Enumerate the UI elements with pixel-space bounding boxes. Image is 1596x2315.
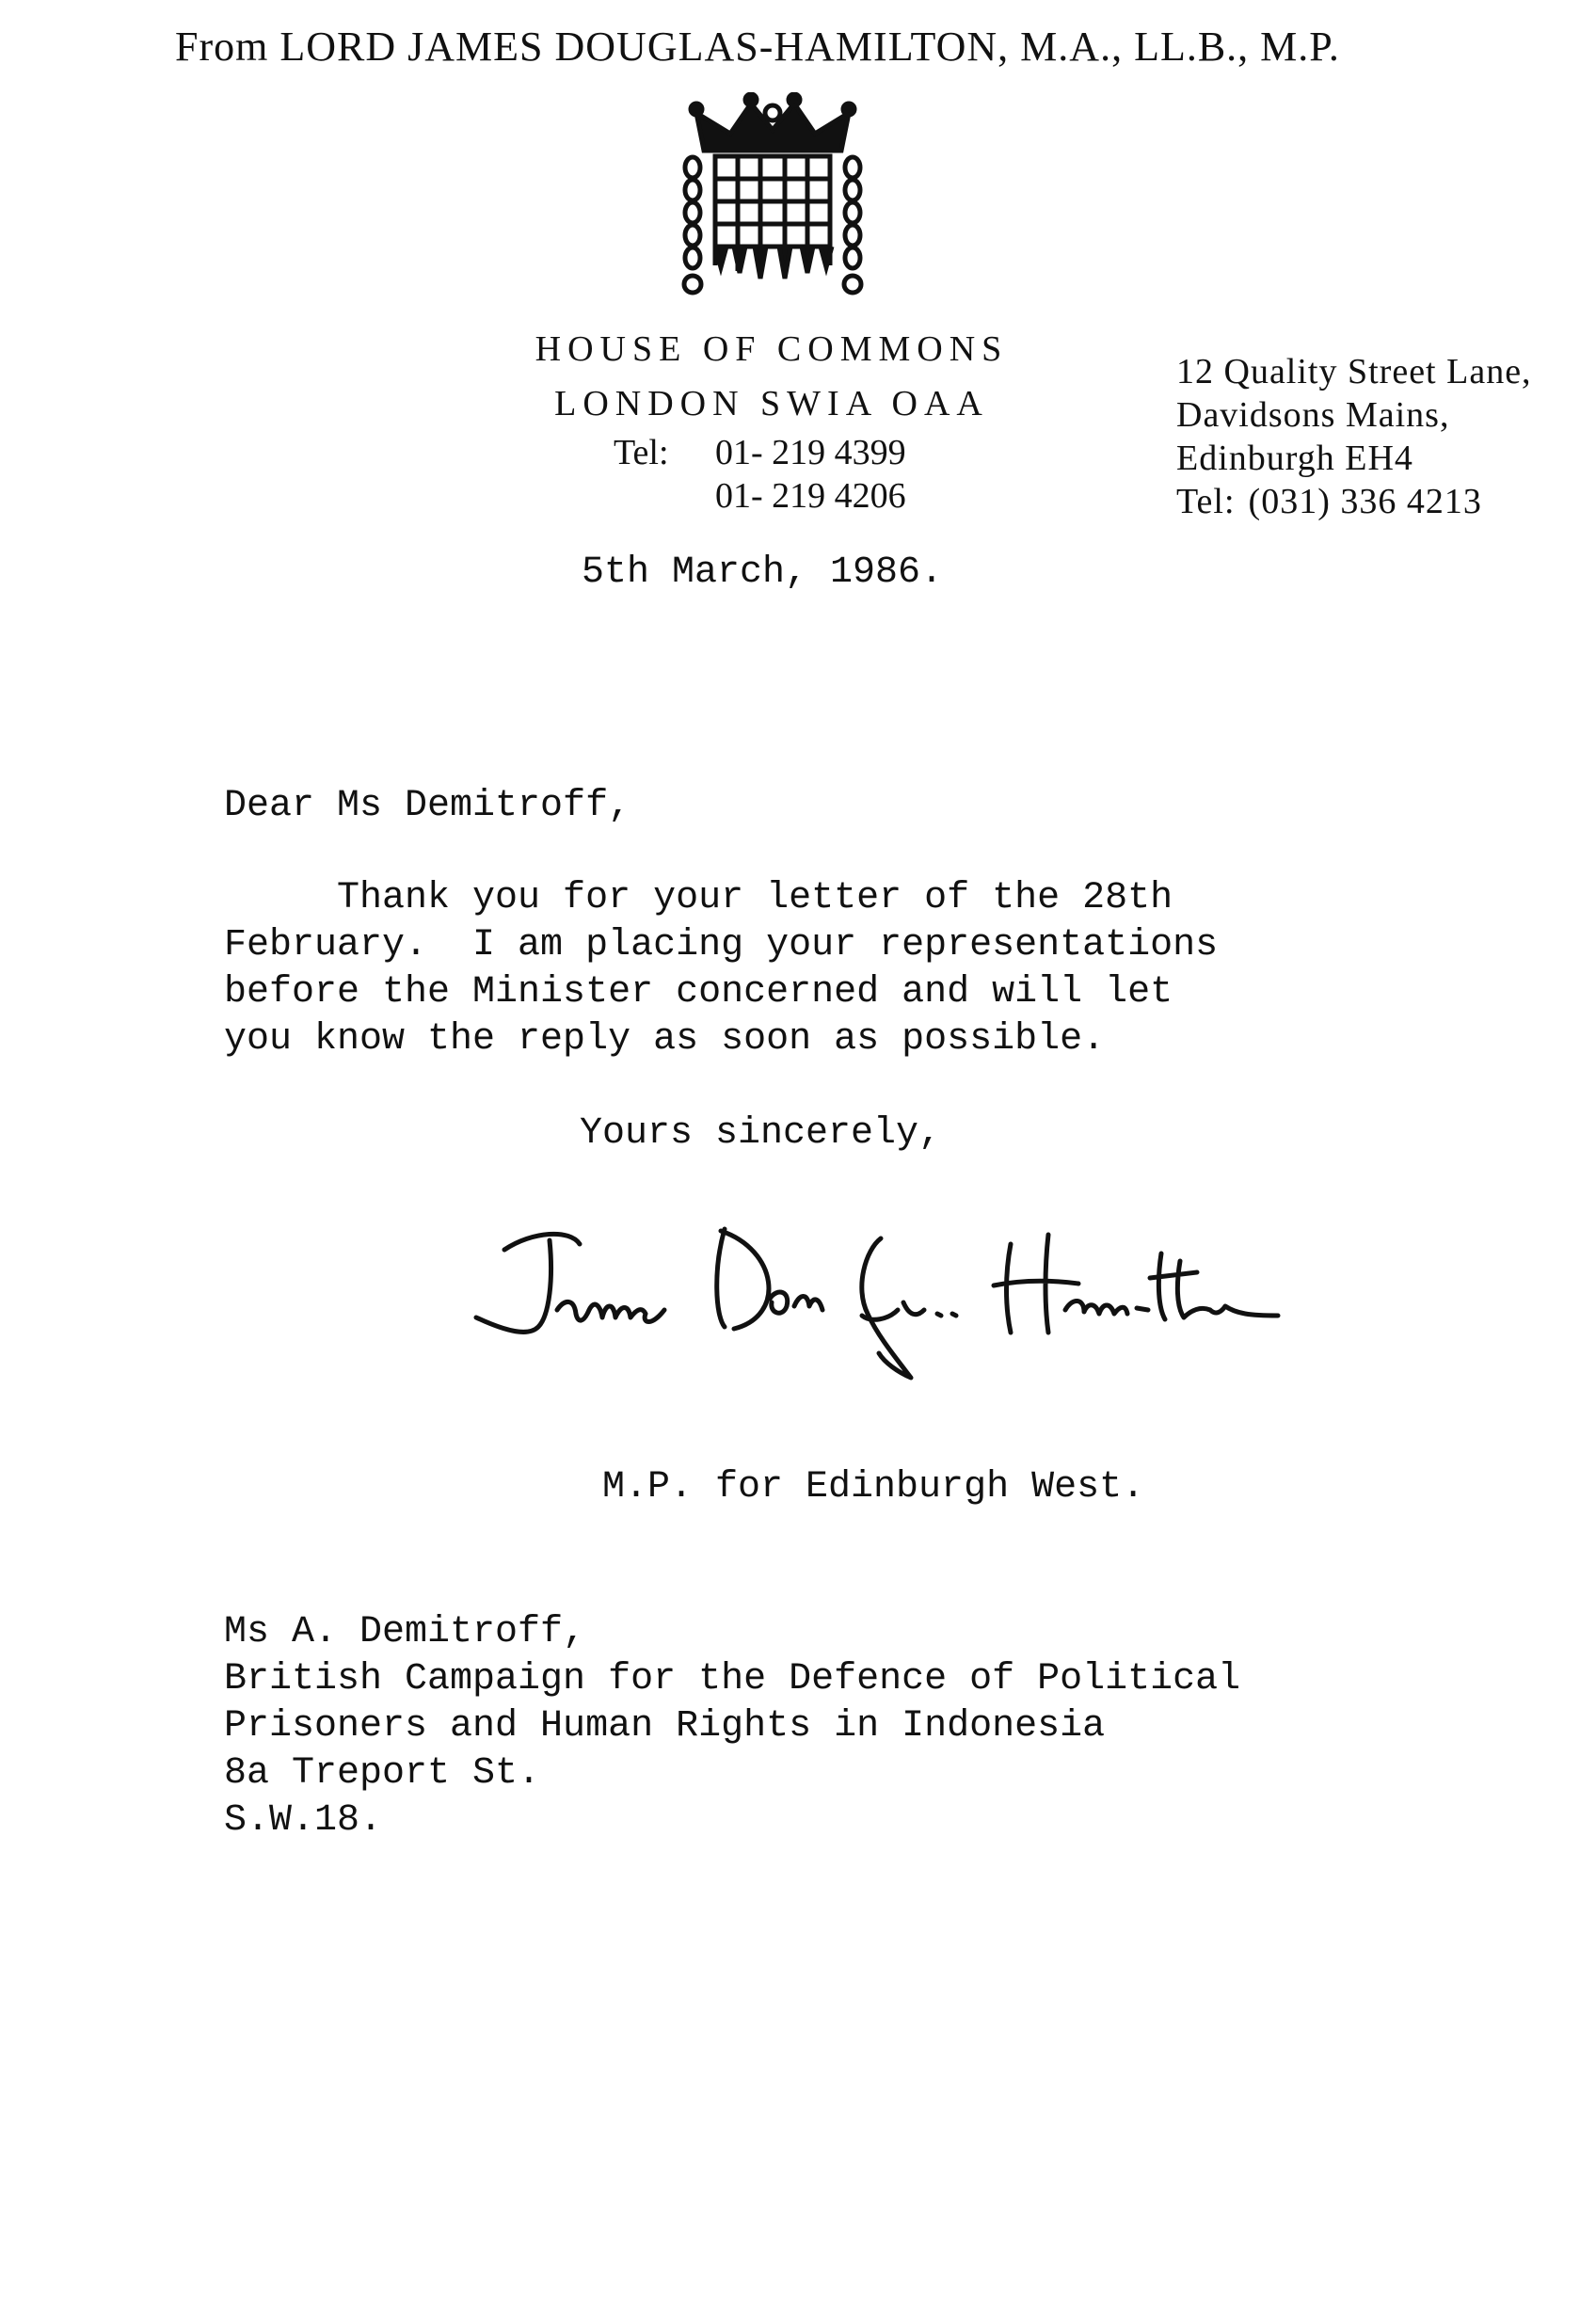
- recipient-line: Prisoners and Human Rights in Indonesia: [224, 1705, 1106, 1748]
- handwritten-signature: [467, 1212, 1295, 1410]
- letter-closing: Yours sincerely,: [580, 1112, 942, 1155]
- sender-title: M.P. for Edinburgh West.: [602, 1466, 1145, 1509]
- letter-salutation: Dear Ms Demitroff,: [224, 785, 631, 827]
- constituency-tel: (031) 336 4213: [1248, 482, 1482, 521]
- house-tel-label: Tel:: [614, 433, 669, 472]
- constituency-line-1: 12 Quality Street Lane,: [1176, 352, 1532, 391]
- recipient-line: British Campaign for the Defence of Political: [224, 1658, 1241, 1700]
- letter-date: 5th March, 1986.: [582, 551, 944, 594]
- constituency-line-3: Edinburgh EH4: [1176, 439, 1413, 478]
- house-of-commons-address: [508, 322, 1035, 431]
- house-tel-2: 01- 219 4206: [715, 476, 906, 516]
- letter-body: [224, 875, 1218, 1063]
- house-telephone-block: [614, 431, 906, 518]
- constituency-tel-label: Tel:: [1176, 482, 1236, 521]
- recipient-address: [224, 1609, 1240, 1844]
- portcullis-crest-icon: [676, 92, 870, 299]
- recipient-line: Ms A. Demitroff,: [224, 1611, 586, 1653]
- body-line: you know the reply as soon as possible.: [224, 1018, 1106, 1061]
- recipient-line: S.W.18.: [224, 1799, 383, 1842]
- body-line: before the Minister concerned and will let: [224, 971, 1173, 1014]
- constituency-address: [1176, 350, 1532, 523]
- house-tel-1: 01- 219 4399: [715, 433, 906, 472]
- body-line: February. I am placing your representations: [224, 924, 1219, 966]
- body-line: Thank you for your letter of the 28th: [224, 877, 1173, 919]
- house-name: HOUSE OF COMMONS: [535, 329, 1009, 369]
- recipient-line: 8a Treport St.: [224, 1752, 541, 1795]
- house-city: LONDON SWIA OAA: [554, 384, 989, 423]
- constituency-line-2: Davidsons Mains,: [1176, 395, 1450, 435]
- letterhead-from-line: From LORD JAMES DOUGLAS-HAMILTON, M.A., LL.B., M.P.: [175, 24, 1340, 70]
